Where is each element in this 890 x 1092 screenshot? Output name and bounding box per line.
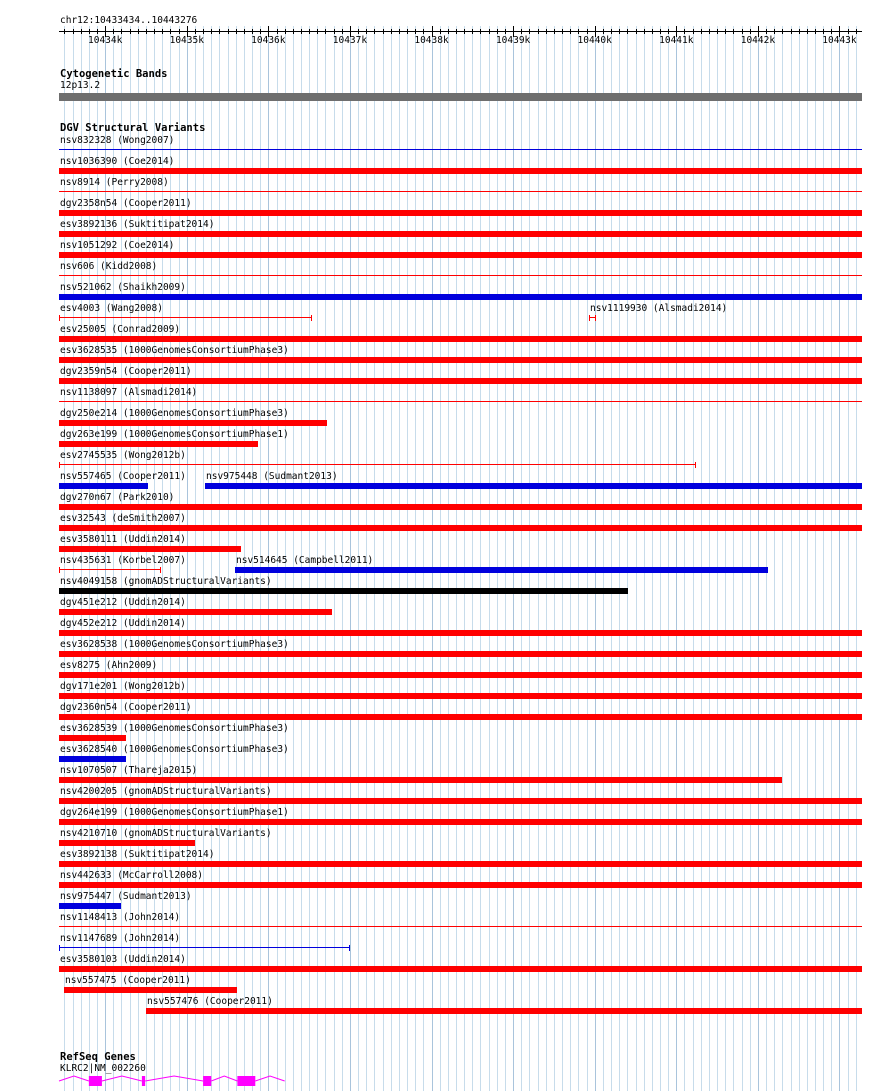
variant-feature[interactable] [59, 630, 862, 636]
ruler-tick-label: 10443k [822, 35, 857, 46]
variant-feature[interactable] [205, 483, 862, 489]
ruler-tick-label: 10439k [495, 35, 531, 46]
ruler-tick-label: 10435k [169, 35, 204, 46]
variant-label[interactable]: nsv557475 (Cooper2011) [65, 975, 191, 986]
variant-label[interactable]: nsv4200205 (gnomADStructuralVariants) [60, 786, 272, 797]
variant-label[interactable]: esv4003 (Wang2008) [60, 303, 163, 314]
variant-label[interactable]: nsv521062 (Shaikh2009) [60, 282, 186, 293]
variant-feature[interactable] [59, 357, 862, 363]
gene-exon[interactable] [237, 1076, 255, 1086]
gene-intron [102, 1076, 142, 1081]
variant-end-cap [59, 567, 60, 573]
variant-feature[interactable] [59, 464, 696, 465]
variant-label[interactable]: esv3628540 (1000GenomesConsortiumPhase3) [60, 744, 289, 755]
variant-label[interactable]: dgv171e201 (Wong2012b) [60, 681, 186, 692]
variant-label[interactable]: esv32543 (deSmith2007) [60, 513, 186, 524]
variant-feature[interactable] [59, 525, 862, 531]
gene-intron [255, 1076, 284, 1081]
variant-feature[interactable] [59, 483, 148, 489]
variant-feature[interactable] [146, 1008, 862, 1014]
variant-feature[interactable] [59, 210, 862, 216]
gene-exon[interactable] [203, 1076, 211, 1086]
variant-end-cap [349, 945, 350, 951]
variant-end-cap [160, 567, 161, 573]
ruler-tick-label: 10437k [332, 35, 368, 46]
gene-intron [145, 1076, 203, 1081]
variant-label[interactable]: esv25005 (Conrad2009) [60, 324, 181, 335]
variant-feature[interactable] [59, 275, 862, 276]
variant-label[interactable]: dgv264e199 (1000GenomesConsortiumPhase1) [60, 807, 289, 818]
variant-label[interactable]: nsv435631 (Korbel2007) [60, 555, 186, 566]
variant-feature[interactable] [59, 947, 350, 948]
variant-label[interactable]: esv8275 (Ahn2009) [60, 660, 158, 671]
variant-label[interactable]: nsv4049158 (gnomADStructuralVariants) [60, 576, 272, 587]
variant-feature[interactable] [59, 569, 161, 570]
variant-feature[interactable] [59, 798, 862, 804]
variant-end-cap [595, 315, 596, 321]
variant-feature[interactable] [59, 168, 862, 174]
variant-label[interactable]: esv3628539 (1000GenomesConsortiumPhase3) [60, 723, 289, 734]
gene-exon[interactable] [89, 1076, 102, 1086]
cytoband-track-title: Cytogenetic Bands [60, 68, 168, 80]
variant-label[interactable]: nsv832328 (Wong2007) [60, 135, 175, 146]
variant-end-cap [59, 462, 60, 468]
variant-feature[interactable] [59, 861, 862, 867]
refseq-track-title: RefSeq Genes [60, 1051, 136, 1063]
variant-feature[interactable] [59, 903, 121, 909]
variant-feature[interactable] [59, 191, 862, 192]
variant-feature[interactable] [59, 546, 241, 552]
variant-label[interactable]: esv3628535 (1000GenomesConsortiumPhase3) [60, 345, 289, 356]
variant-label[interactable]: nsv975447 (Sudmant2013) [60, 891, 192, 902]
variant-feature[interactable] [59, 714, 862, 720]
ruler-tick-label: 10434k [88, 35, 123, 46]
cytoband-bar[interactable] [59, 93, 862, 101]
variant-label[interactable]: nsv975448 (Sudmant2013) [206, 471, 338, 482]
variant-label[interactable]: esv2745535 (Wong2012b) [60, 450, 186, 461]
ruler-tick-label: 10436k [251, 35, 286, 46]
variant-label[interactable]: nsv8914 (Perry2008) [60, 177, 169, 188]
variant-feature[interactable] [59, 294, 862, 300]
variant-label[interactable]: nsv1070507 (Thareja2015) [60, 765, 198, 776]
variant-label[interactable]: esv3628538 (1000GenomesConsortiumPhase3) [60, 639, 289, 650]
variant-feature[interactable] [59, 441, 258, 447]
variant-feature[interactable] [59, 651, 862, 657]
variant-label[interactable]: dgv2360n54 (Cooper2011) [60, 702, 192, 713]
variant-label[interactable]: nsv1051292 (Coe2014) [60, 240, 175, 251]
variant-label[interactable]: nsv557465 (Cooper2011) [60, 471, 186, 482]
variant-label[interactable]: nsv1147689 (John2014) [60, 933, 181, 944]
variant-feature[interactable] [59, 149, 862, 150]
variant-feature[interactable] [59, 840, 195, 846]
variant-feature[interactable] [59, 420, 327, 426]
ruler-tick-label: 10442k [740, 35, 776, 46]
variant-label[interactable]: nsv1119930 (Alsmadi2014) [590, 303, 728, 314]
variant-label[interactable]: esv3892136 (Suktitipat2014) [60, 219, 215, 230]
variant-label[interactable]: nsv1148413 (John2014) [60, 912, 181, 923]
variant-feature[interactable] [64, 987, 237, 993]
variant-end-cap [695, 462, 696, 468]
variant-end-cap [59, 945, 60, 951]
variant-feature[interactable] [59, 231, 862, 237]
variant-label[interactable]: nsv4210710 (gnomADStructuralVariants) [60, 828, 272, 839]
variant-label[interactable]: dgv250e214 (1000GenomesConsortiumPhase3) [60, 408, 289, 419]
variant-label[interactable]: nsv606 (Kidd2008) [60, 261, 158, 272]
variant-label[interactable]: dgv263e199 (1000GenomesConsortiumPhase1) [60, 429, 289, 440]
variant-feature[interactable] [59, 966, 862, 972]
gene-intron [211, 1076, 237, 1081]
variant-end-cap [589, 315, 590, 321]
variant-label[interactable]: esv3580103 (Uddin2014) [60, 954, 186, 965]
ruler-tick-label: 10438k [414, 35, 449, 46]
variant-label[interactable]: esv3892138 (Suktitipat2014) [60, 849, 215, 860]
variant-feature[interactable] [59, 401, 862, 402]
variant-feature[interactable] [59, 756, 126, 762]
ruler-tick-label: 10440k [577, 35, 612, 46]
variant-feature[interactable] [235, 567, 768, 573]
ruler-location: chr12:10433434..10443276 [60, 15, 198, 26]
variant-label[interactable]: dgv2359n54 (Cooper2011) [60, 366, 192, 377]
variant-label[interactable]: dgv452e212 (Uddin2014) [60, 618, 186, 629]
variant-end-cap [311, 315, 312, 321]
variant-feature[interactable] [59, 609, 332, 615]
variant-feature[interactable] [59, 588, 628, 594]
refseq-gene-label[interactable]: KLRC2|NM_002260 [60, 1063, 146, 1074]
refseq-gene-model[interactable] [0, 1072, 890, 1092]
variant-feature[interactable] [59, 882, 862, 888]
variant-label[interactable]: nsv442633 (McCarroll2008) [60, 870, 203, 881]
variant-label[interactable]: esv3580111 (Uddin2014) [60, 534, 186, 545]
variant-label[interactable]: nsv557476 (Cooper2011) [147, 996, 273, 1007]
variant-label[interactable]: dgv270n67 (Park2010) [60, 492, 175, 503]
variant-feature[interactable] [59, 336, 862, 342]
variant-feature[interactable] [59, 819, 862, 825]
cytoband-label: 12p13.2 [60, 80, 101, 91]
gene-intron [59, 1076, 89, 1081]
variant-feature[interactable] [59, 735, 126, 741]
variant-label[interactable]: dgv2358n54 (Cooper2011) [60, 198, 192, 209]
dgv-track-title: DGV Structural Variants [60, 122, 206, 134]
variant-feature[interactable] [59, 926, 862, 927]
variant-feature[interactable] [59, 672, 862, 678]
variant-label[interactable]: nsv514645 (Campbell2011) [236, 555, 374, 566]
variant-feature[interactable] [59, 317, 312, 318]
variant-feature[interactable] [59, 504, 862, 510]
variant-feature[interactable] [59, 777, 782, 783]
gene-exon[interactable] [142, 1076, 145, 1086]
variant-end-cap [59, 315, 60, 321]
variant-label[interactable]: nsv1036390 (Coe2014) [60, 156, 175, 167]
variant-feature[interactable] [59, 378, 862, 384]
variant-feature[interactable] [59, 252, 862, 258]
variant-label[interactable]: dgv451e212 (Uddin2014) [60, 597, 186, 608]
ruler-tick-label: 10441k [659, 35, 694, 46]
variant-label[interactable]: nsv1138097 (Alsmadi2014) [60, 387, 198, 398]
variant-feature[interactable] [59, 693, 862, 699]
